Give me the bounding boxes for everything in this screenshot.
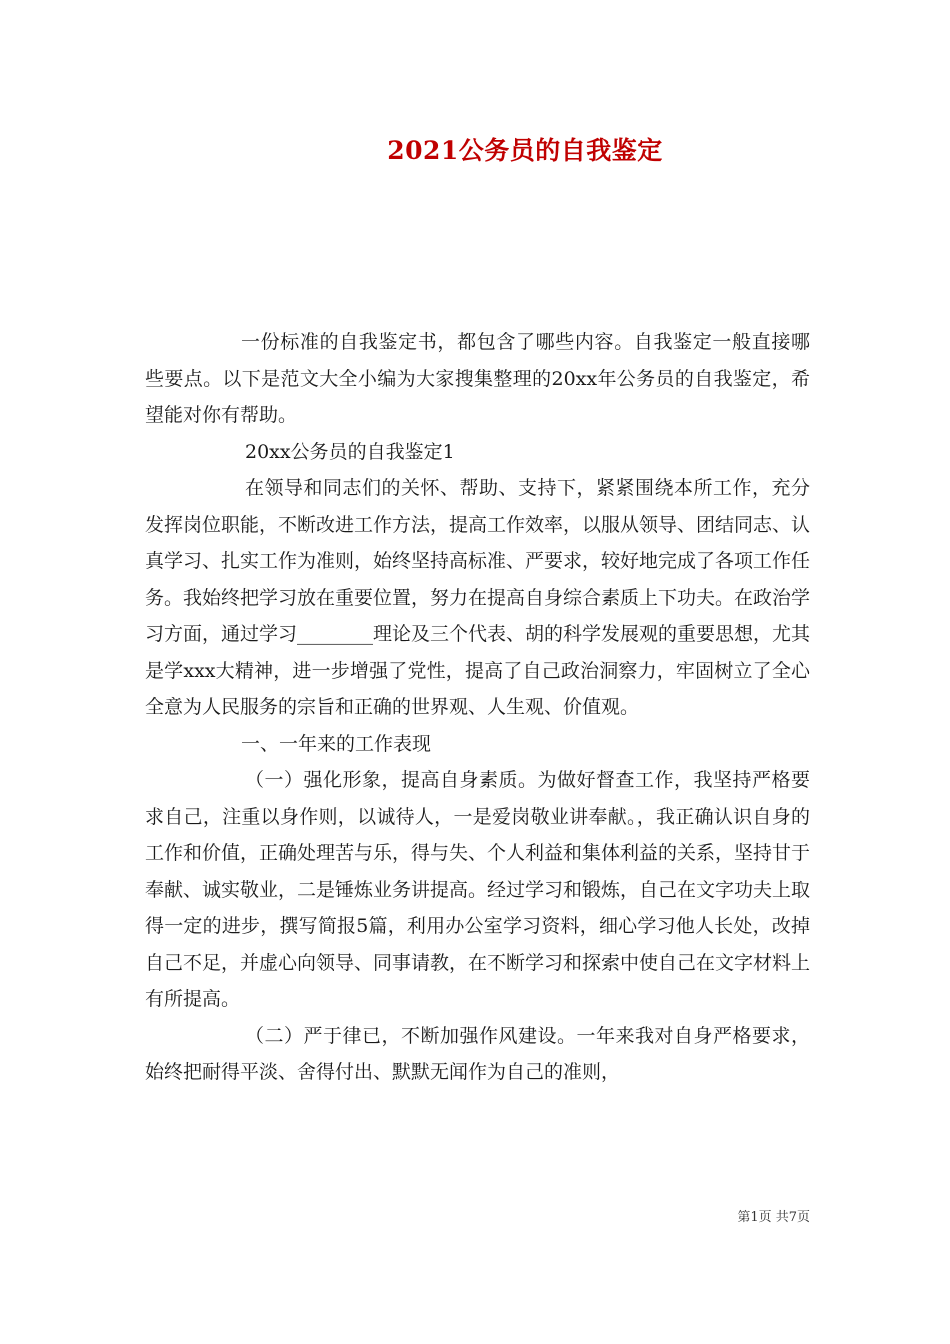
document-body	[145, 324, 810, 1091]
section-heading: 一、一年来的工作表现	[241, 732, 432, 755]
section-subtitle: 20xx公务员的自我鉴定1	[245, 440, 455, 463]
page-footer: 第1页 共7页	[737, 1210, 810, 1225]
body-paragraph: （一）强化形象，提高自身素质。为做好督查工作，我坚持严格要求自己，注重以身作则，以诚待人，一是爱岗敬业讲奉献。，我正确认识自身的工作和价值，正确处理苦与乐，得与失、个人利益和集体利益的关系，坚持甘于奉献、诚实敬业，二是锤炼业务讲提高。经过学习和锻炼，自己在文字功夫上取得一定的进步，撰写简报5篇，利用办公室学习资料，细心学习他人长处，改掉自己不足，并虚心向领导、同事请教，在不断学习和探索中使自己在文字材料上有所提高。	[145, 769, 811, 1010]
body-paragraph: （二）严于律已，不断加强作风建设。一年来我对自身严格要求，始终把耐得平淡、舍得付出、默默无闻作为自己的准则，	[145, 1024, 810, 1083]
body-paragraph: 在领导和同志们的关怀、帮助、支持下，紧紧围绕本所工作，充分发挥岗位职能，不断改进工作方法，提高工作效率，以服从领导、团结同志、认真学习、扎实工作为准则，始终坚持高标准、严要求，较好地完成了各项工作任务。我始终把学习放在重要位置，努力在提高自身综合素质上下功夫。在政治学习方面，通过学习________理论及三个代表、胡的科学发展观的重要思想，尤其是学xxx大精神，进一步增强了党性，提高了自己政治洞察力，牢固树立了全心全意为人民服务的宗旨和正确的世界观、人生观、价值观。	[145, 477, 811, 718]
document-title: 2021公务员的自我鉴定	[387, 136, 663, 165]
intro-paragraph: 一份标准的自我鉴定书，都包含了哪些内容。自我鉴定一般直接哪些要点。以下是范文大全小编为大家搜集整理的20xx年公务员的自我鉴定，希望能对你有帮助。	[145, 331, 810, 426]
